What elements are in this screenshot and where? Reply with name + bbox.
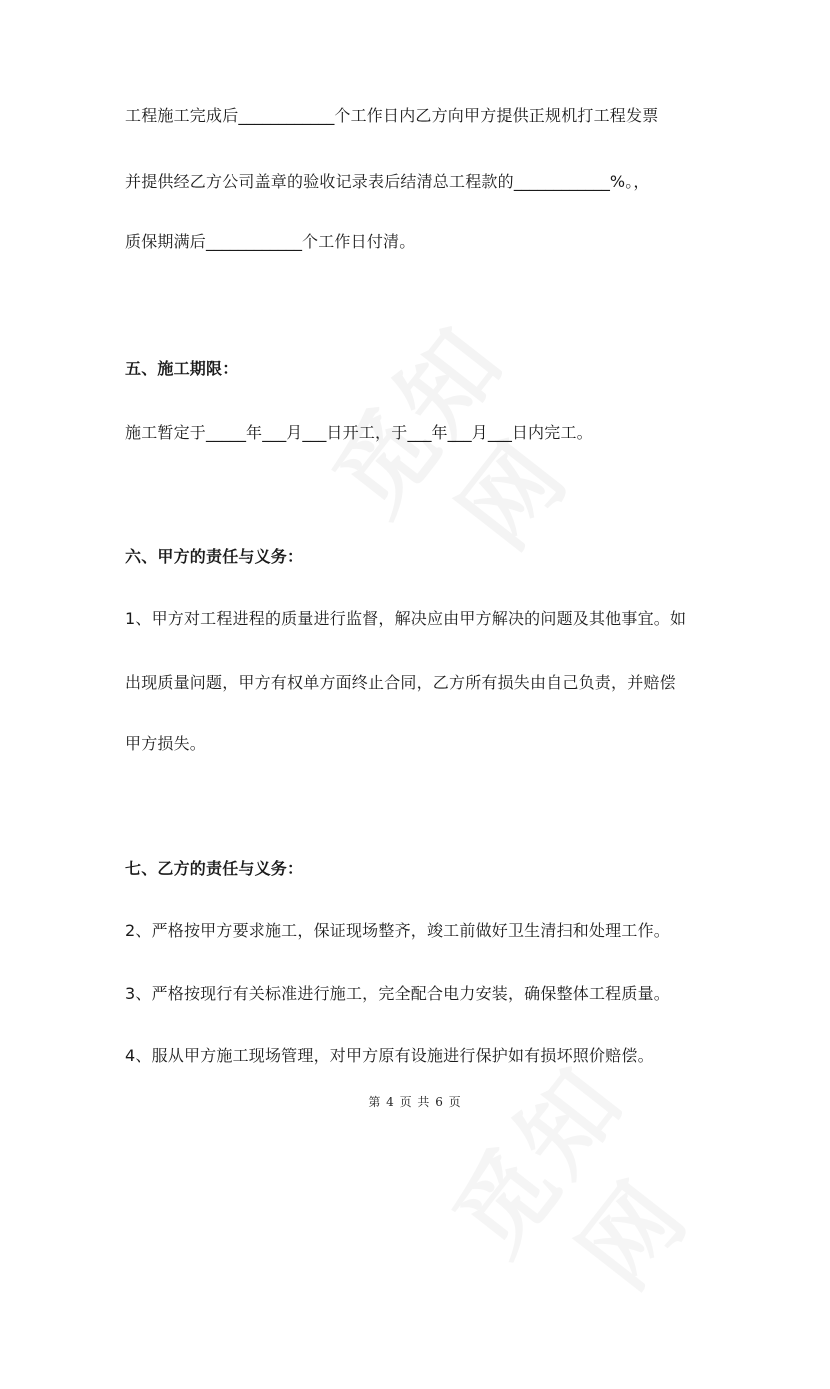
page-footer: 第 4 页 共 6 页 <box>368 1095 462 1109</box>
payment-line-2 <box>125 171 650 193</box>
section-7-item: 3、严格按现行有关标准进行施工，完全配合电力安装，确保整体工程质量。 <box>125 984 670 1003</box>
fill-blank: ___ <box>407 423 432 442</box>
section-5-heading: 五、施工期限： <box>125 359 239 378</box>
schedule-text: 年 <box>431 423 448 442</box>
schedule-text: 月 <box>286 423 303 442</box>
fill-blank: ___ <box>447 423 472 442</box>
payment-line-3-suffix: 个工作日付清。 <box>302 232 416 251</box>
schedule-text: 施工暂定于 <box>125 423 207 442</box>
section-6-line: 甲方损失。 <box>125 734 207 753</box>
section-6-heading: 六、甲方的责任与义务： <box>125 547 304 566</box>
schedule-text: 月 <box>471 423 488 442</box>
section-7-heading: 七、乙方的责任与义务： <box>125 859 304 878</box>
payment-line-1 <box>125 105 658 127</box>
schedule-text: 日内完工。 <box>511 423 593 442</box>
payment-line-2-prefix: 并提供经乙方公司盖章的验收记录表后结清总工程款的 <box>125 172 514 191</box>
section-5-schedule <box>125 422 593 444</box>
section-6-line: 出现质量问题，甲方有权单方面终止合同，乙方所有损失由自己负责，并赔偿 <box>125 673 676 692</box>
fill-blank: ___ <box>262 423 287 442</box>
payment-line-3-prefix: 质保期满后 <box>125 232 207 251</box>
fill-blank: ___ <box>487 423 512 442</box>
fill-blank: ____________ <box>238 106 335 125</box>
section-7-item: 2、严格按甲方要求施工，保证现场整齐，竣工前做好卫生清扫和处理工作。 <box>125 921 670 940</box>
payment-line-2-suffix: %。， <box>609 172 650 191</box>
fill-blank: ____________ <box>206 232 303 251</box>
fill-blank: _____ <box>206 423 247 442</box>
payment-line-1-suffix: 个工作日内乙方向甲方提供正规机打工程发票 <box>334 106 659 125</box>
fill-blank: ____________ <box>513 172 610 191</box>
section-6-line: 1、甲方对工程进程的质量进行监督，解决应由甲方解决的问题及其他事宜。如 <box>125 609 687 628</box>
payment-line-1-prefix: 工程施工完成后 <box>125 106 239 125</box>
watermark <box>280 265 559 575</box>
fill-blank: ___ <box>302 423 327 442</box>
payment-line-3 <box>125 231 415 253</box>
section-7-item: 4、服从甲方施工现场管理，对甲方原有设施进行保护如有损坏照价赔偿。 <box>125 1046 654 1065</box>
schedule-text: 日开工，于 <box>326 423 408 442</box>
schedule-text: 年 <box>246 423 263 442</box>
